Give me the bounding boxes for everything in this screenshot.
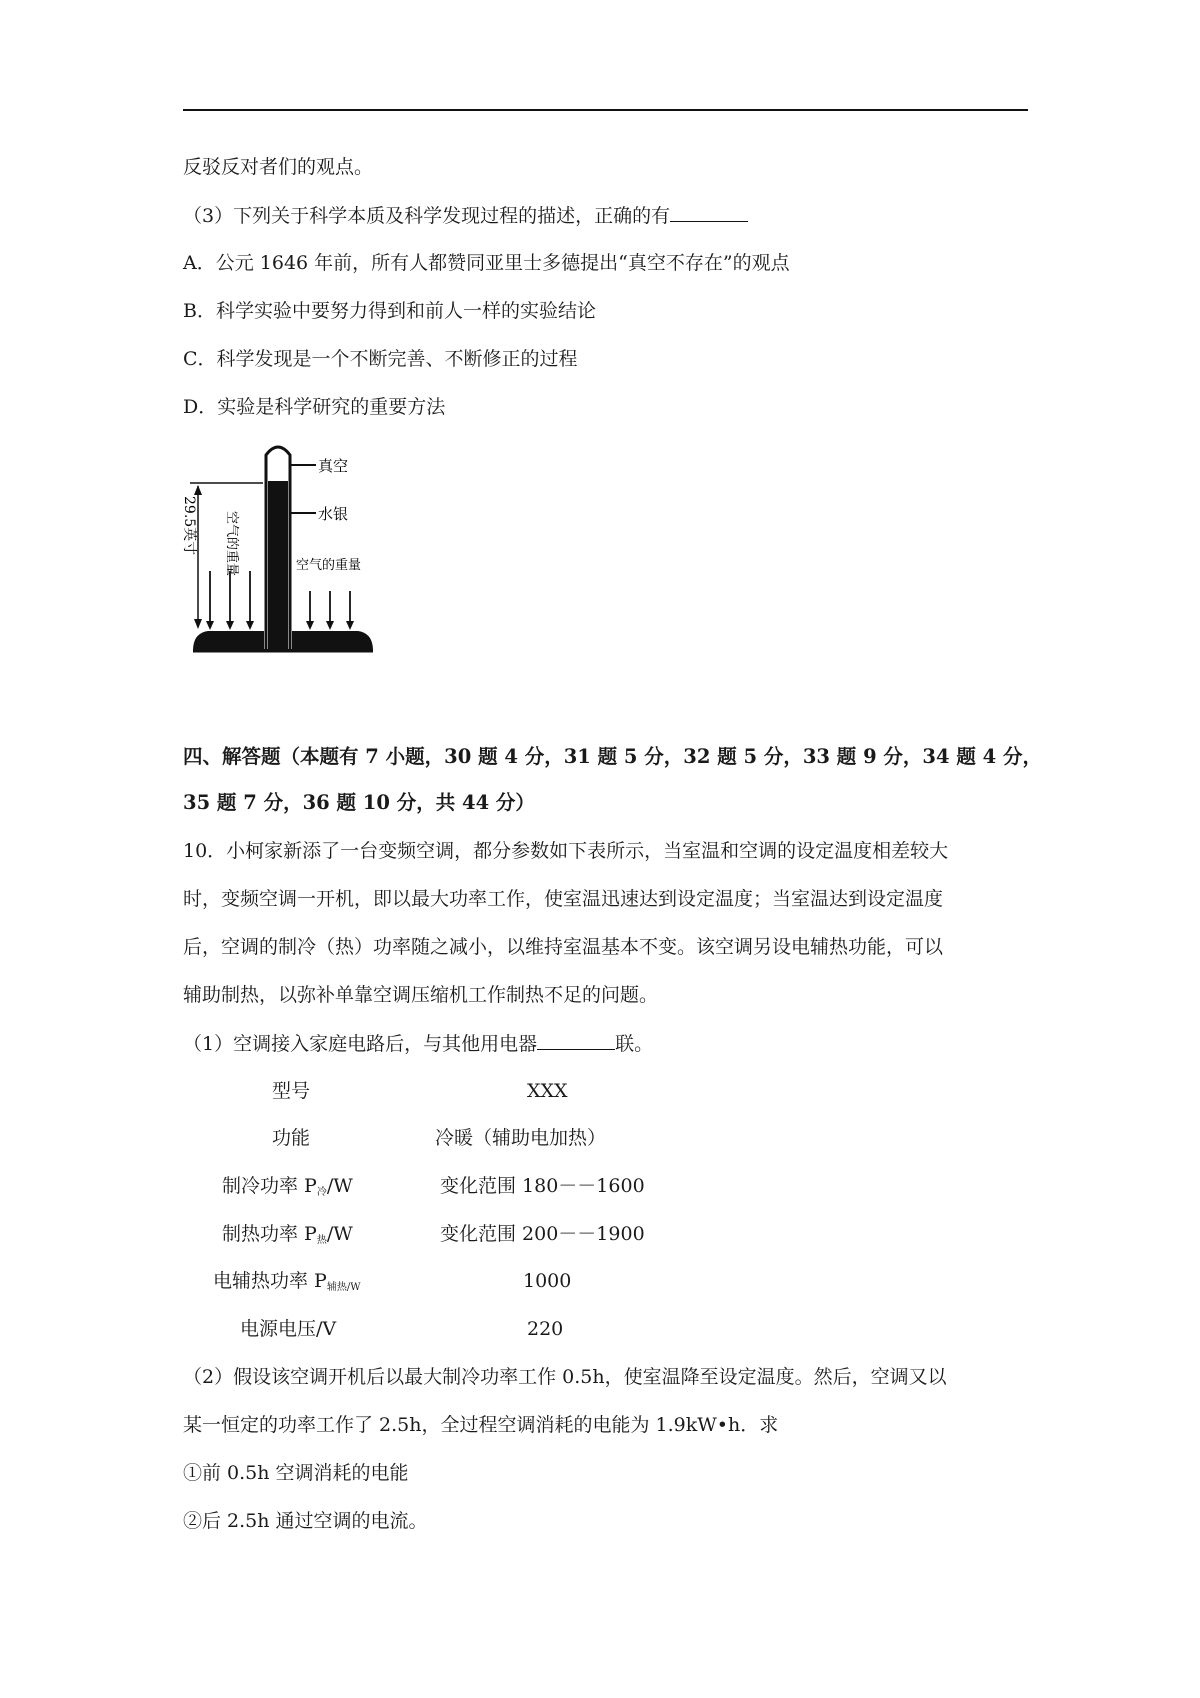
table-row-value: 220 (527, 1318, 564, 1340)
table-row-label (222, 1173, 353, 1206)
table-label-unit: /W (326, 1175, 353, 1197)
sub-question-1: ①前 0.5h 空调消耗的电能 (183, 1462, 409, 1484)
q10-part-2-line-1: （2）假设该空调开机后以最大制冷功率工作 0.5h，使室温降至设定温度。然后，空调又以 (183, 1366, 947, 1388)
q10-part-1-prefix: （1）空调接入家庭电路后，与其他用电器 (183, 1033, 538, 1055)
q10-line-2: 时，变频空调一开机，即以最大功率工作，使室温迅速达到设定温度；当室温达到设定温度 (183, 888, 944, 910)
sub-question-2: ②后 2.5h 通过空调的电流。 (183, 1510, 428, 1532)
table-row-value: 变化范围 180－－1600 (440, 1175, 645, 1197)
table-row-label (222, 1221, 353, 1254)
table-row-label: 型号 (272, 1080, 311, 1102)
table-row-value: 1000 (523, 1270, 572, 1292)
barometer-figure (181, 441, 378, 666)
q10-line-3: 后，空调的制冷（热）功率随之减小，以维持室温基本不变。该空调另设电辅热功能，可以 (183, 936, 944, 958)
air-weight-right-label: 空气的重量 (296, 558, 362, 573)
question-3-text: （3）下列关于科学本质及科学发现过程的描述，正确的有 (183, 205, 671, 227)
table-row-value: XXX (527, 1080, 568, 1102)
answer-blank (670, 201, 748, 222)
header-rule (183, 109, 1028, 111)
table-label-subscript: 冷 (316, 1187, 327, 1198)
air-weight-left-label: 空气的重量 (224, 511, 239, 577)
air-arrow-6-head (346, 621, 354, 630)
air-arrow-2-head (226, 621, 234, 630)
table-label-subscript: 辅热/W (326, 1282, 361, 1293)
q10-part-2-line-2: 某一恒定的功率工作了 2.5h，全过程空调消耗的电能为 1.9kW•h．求 (183, 1414, 779, 1436)
option-d: D．实验是科学研究的重要方法 (183, 396, 446, 418)
air-arrow-4-head (306, 621, 314, 630)
question-3-prompt (183, 201, 748, 230)
height-arrow-down (194, 619, 202, 629)
q10-part-1-suffix: 联。 (615, 1033, 654, 1055)
option-c: C．科学发现是一个不断完善、不断修正的过程 (183, 348, 578, 370)
q10-line-1: 10．小柯家新添了一台变频空调，都分参数如下表所示，当室温和空调的设定温度相差较大 (183, 840, 949, 862)
height-label: 29.5英寸 (181, 496, 197, 556)
table-row-value: 冷暖（辅助电加热） (435, 1127, 607, 1149)
mercury-label: 水银 (318, 505, 349, 523)
height-arrow-up (194, 485, 202, 495)
table-row-value: 变化范围 200－－1900 (440, 1223, 645, 1245)
table-row-label: 电源电压/V (240, 1318, 337, 1340)
table-label-main: 制热功率 P (222, 1223, 317, 1245)
table-label-main: 电辅热功率 P (213, 1270, 327, 1292)
continuation-text: 反驳反对者们的观点。 (183, 156, 374, 178)
q10-line-4: 辅助制热，以弥补单靠空调压缩机工作制热不足的问题。 (183, 984, 659, 1006)
table-label-main: 制冷功率 P (222, 1175, 317, 1197)
mercury-column (268, 481, 288, 649)
air-arrow-1-head (206, 621, 214, 630)
air-arrow-5-head (326, 621, 334, 630)
section-heading-line-1: 四、解答题（本题有 7 小题，30 题 4 分，31 题 5 分，32 题 5 分，33 题 9 分，34 题 4 分， (183, 745, 1042, 768)
q10-part-1 (183, 1029, 653, 1058)
table-label-unit: /W (326, 1223, 353, 1245)
air-arrow-3-head (246, 621, 254, 630)
table-row-label: 功能 (272, 1127, 311, 1149)
table-row-label (213, 1268, 360, 1301)
option-a: A．公元 1646 年前，所有人都赞同亚里士多德提出“真空不存在”的观点 (183, 252, 790, 274)
option-b: B．科学实验中要努力得到和前人一样的实验结论 (183, 300, 596, 322)
vacuum-label: 真空 (318, 457, 349, 475)
section-heading-line-2: 35 题 7 分，36 题 10 分，共 44 分） (183, 791, 535, 814)
table-label-subscript: 热 (316, 1235, 327, 1246)
q10-part-1-blank (537, 1029, 615, 1050)
